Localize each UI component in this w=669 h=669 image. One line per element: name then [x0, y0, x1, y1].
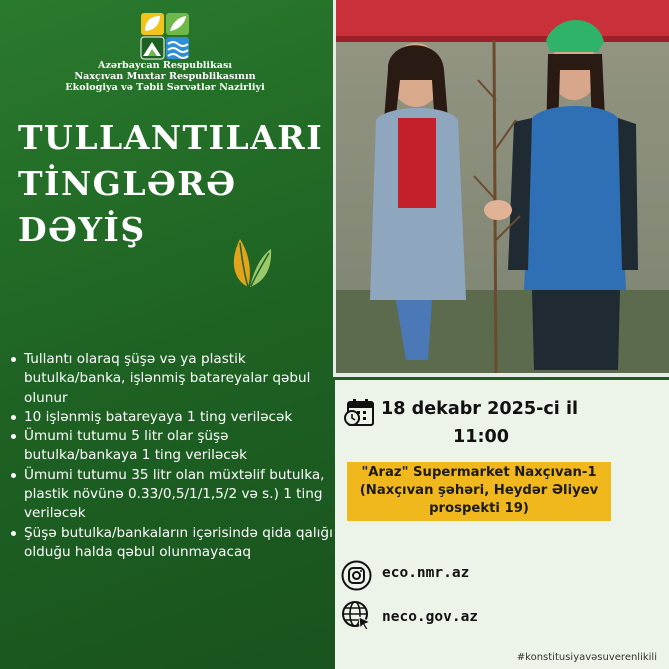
calendar-clock-icon — [344, 398, 375, 427]
venue-line-1: "Araz" Supermarket Naxçıvan-1 — [361, 465, 597, 480]
instagram-handle[interactable]: eco.nmr.az — [382, 565, 470, 581]
rule-item: 10 işlənmiş batareyaya 1 ting veriləcək — [4, 408, 342, 427]
globe-cursor-icon — [341, 600, 372, 631]
ministry-name — [40, 60, 290, 93]
rule-item: Ümumi tutumu 35 litr olan müxtəlif butulka, plastik növünə 0.33/0,5/1/1,5/2 və s.) 1 ting veriləcək — [4, 466, 342, 524]
ministry-line-2: Naxçıvan Muxtar Respublikasının — [74, 71, 256, 82]
ministry-logo-icon — [140, 12, 190, 60]
instagram-icon — [341, 560, 372, 591]
ministry-line-1: Azərbaycan Respublikası — [98, 60, 232, 71]
rule-item: Şüşə butulka/bankaların içərisində qida qalığı olduğu halda qəbul olunmayacaq — [4, 524, 342, 563]
website-link[interactable]: neco.gov.az — [382, 609, 479, 625]
hashtag: #konstitusiyavəsuverenlikili — [516, 652, 657, 663]
campaign-title — [18, 115, 324, 253]
event-time: 11:00 — [452, 427, 509, 447]
event-info-card — [335, 380, 669, 669]
event-photo — [333, 0, 669, 377]
rules-list — [4, 350, 342, 562]
title-line-1: TULLANTILARI — [18, 118, 324, 157]
title-line-3: DƏYİŞ — [18, 210, 146, 249]
title-line-2: TİNGLƏRƏ — [18, 164, 237, 203]
event-date: 18 dekabr 2025-ci il — [381, 399, 579, 419]
rule-item: Ümumi tutumu 5 litr olar şüşə butulka/bankaya 1 ting veriləcək — [4, 427, 342, 466]
rule-item: Tullantı olaraq şüşə və ya plastik butulka/banka, işlənmiş batareyalar qəbul olunur — [4, 350, 342, 408]
ministry-line-3: Ekologiya və Təbii Sərvətlər Nazirliyi — [65, 82, 265, 93]
venue-line-2: (Naxçıvan şəhəri, Heydər Əliyev — [359, 483, 599, 498]
venue-line-3: prospekti 19) — [429, 501, 529, 516]
event-venue — [347, 462, 611, 521]
leaves-icon — [228, 233, 272, 289]
